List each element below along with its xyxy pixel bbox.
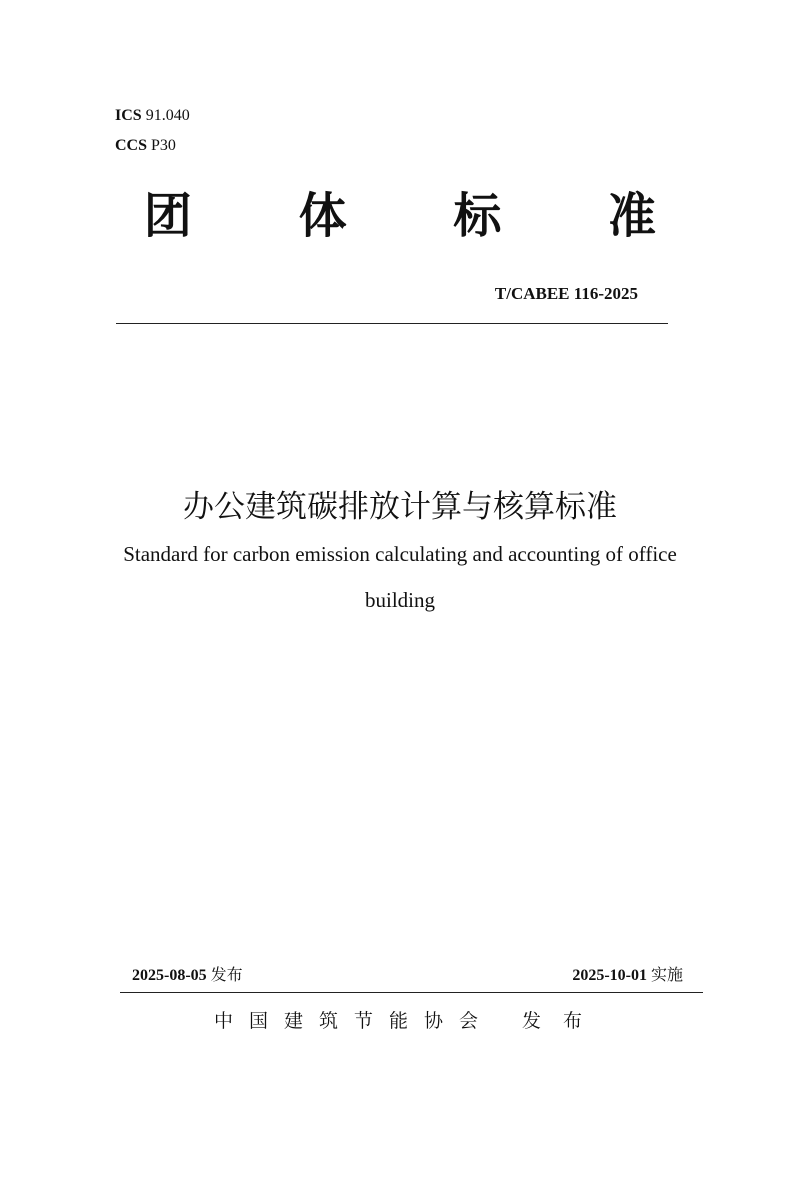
publish-label: 发布 — [210, 965, 243, 984]
ccs-value: P30 — [151, 137, 176, 154]
ics-label: ICS — [115, 107, 142, 124]
issuer-name: 中国建筑节能协会 — [214, 1010, 495, 1032]
document-type-heading: 团 体 标 准 — [143, 188, 702, 244]
title-chinese: 办公建筑碳排放计算与核算标准 — [183, 489, 617, 525]
publish-date-block — [132, 964, 243, 987]
ics-value: 91.040 — [145, 107, 190, 124]
effective-date-block — [572, 964, 683, 987]
publish-date: 2025-08-05 — [132, 967, 207, 984]
ccs-label: CCS — [115, 137, 148, 154]
header-divider — [116, 323, 668, 324]
effective-label: 实施 — [650, 965, 683, 984]
ccs-code — [115, 136, 176, 156]
title-english-line-1: Standard for carbon emission calculating and accounting of office — [123, 542, 677, 566]
footer-divider — [120, 992, 703, 993]
title-english-line-2: building — [364, 588, 435, 612]
issuer-action: 发布 — [522, 1010, 605, 1032]
standard-number: T/CABEE 116-2025 — [494, 284, 638, 303]
effective-date: 2025-10-01 — [572, 967, 647, 984]
ics-code — [115, 106, 190, 126]
